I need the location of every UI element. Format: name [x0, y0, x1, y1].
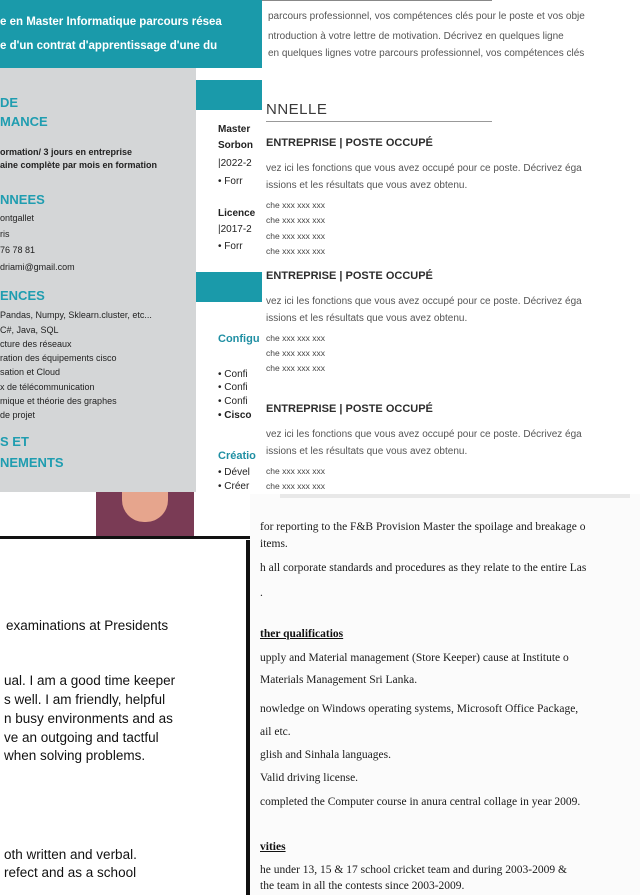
- cv-template-document: [262, 0, 640, 492]
- skill-line: ration des équipements cisco: [0, 353, 117, 363]
- section-rule: [266, 121, 492, 122]
- config-title: Configu: [218, 333, 260, 345]
- section-title-rythme-2: MANCE: [0, 114, 48, 129]
- contact-email: driami@gmail.com: [0, 262, 75, 272]
- skill-line: x de télécommunication: [0, 382, 95, 392]
- job-description: vez ici les fonctions que vous avez occupé pour ce poste. Décrivez éga: [266, 296, 582, 307]
- duty-line: items.: [260, 538, 288, 550]
- job-title: ENTREPRISE | POSTE OCCUPÉ: [266, 403, 433, 415]
- scan-artifact: [280, 494, 630, 498]
- job-description: issions et les résultats que vous avez obtenu.: [266, 180, 468, 191]
- creation-item: • Dével: [218, 467, 250, 478]
- formation-bullet: • Forr: [218, 241, 243, 252]
- job-description: issions et les résultats que vous avez obtenu.: [266, 446, 468, 457]
- formation-period: |2022-2: [218, 158, 252, 169]
- job-task: che xxx xxx xxx: [266, 333, 326, 343]
- job-description: vez ici les fonctions que vous avez occupé pour ce poste. Décrivez éga: [266, 429, 582, 440]
- skill-line: C#, Java, SQL: [0, 325, 59, 335]
- duty-line: for reporting to the F&B Provision Master the spoilage and breakage o: [260, 521, 586, 533]
- intro-line: ntroduction à votre lettre de motivation. Décrivez en quelques ligne: [268, 31, 564, 42]
- job-task: che xxx xxx xxx: [266, 200, 326, 210]
- qualification-line: ail etc.: [260, 726, 291, 738]
- rythme-line: ormation/ 3 jours en entreprise: [0, 147, 133, 157]
- profile-line: examinations at Presidents: [6, 618, 169, 633]
- cv-english-document: [0, 540, 246, 895]
- job-task: che xxx xxx xxx: [266, 246, 326, 256]
- job-title: ENTREPRISE | POSTE OCCUPÉ: [266, 137, 433, 149]
- skill-line: de projet: [0, 410, 36, 420]
- skill-line: sation et Cloud: [0, 367, 61, 377]
- intro-line: en quelques lignes votre parcours professionnel, vos compétences clés: [268, 48, 585, 59]
- job-task: che xxx xxx xxx: [266, 363, 326, 373]
- qualification-line: completed the Computer course in anura central collage in year 2009.: [260, 796, 581, 808]
- job-task: che xxx xxx xxx: [266, 215, 326, 225]
- formation-licence: Licence: [218, 208, 256, 219]
- contact-line: ris: [0, 229, 10, 239]
- job-description: issions et les résultats que vous avez obtenu.: [266, 313, 468, 324]
- profile-line: refect and as a school: [4, 865, 137, 880]
- profile-line: oth written and verbal.: [4, 847, 137, 862]
- section-title-interests-1: S ET: [0, 434, 29, 449]
- qualification-line: Valid driving license.: [260, 772, 359, 784]
- top-rule: [262, 0, 492, 1]
- section-title-experience: NNELLE: [266, 101, 328, 118]
- activity-line: he under 13, 15 & 17 school cricket team and during 2003-2009 &: [260, 864, 567, 876]
- cv-teal-document: [0, 0, 262, 492]
- formation-school: Sorbon: [218, 140, 253, 151]
- creation-title: Créatio: [218, 450, 256, 462]
- section-title-activities: vities: [260, 841, 286, 853]
- profile-line: when solving problems.: [4, 748, 146, 763]
- section-title-other-qualifications: ther qualificatios: [260, 628, 344, 640]
- job-task: che xxx xxx xxx: [266, 481, 326, 491]
- experience-title-bar: [196, 272, 262, 302]
- formation-title-bar: [196, 80, 262, 110]
- job-description: vez ici les fonctions que vous avez occupé pour ce poste. Décrivez éga: [266, 163, 582, 174]
- creation-item: • Créer: [218, 481, 250, 492]
- config-item: • Confi: [218, 396, 248, 407]
- activity-line: the team in all the contests since 2003-2009.: [260, 880, 465, 892]
- formation-period: |2017-2: [218, 224, 252, 235]
- duty-line: h all corporate standards and procedures as they relate to the entire Las: [260, 562, 587, 574]
- job-task: che xxx xxx xxx: [266, 348, 326, 358]
- rythme-line: aine complète par mois en formation: [0, 160, 158, 170]
- skill-line: mique et théorie des graphes: [0, 396, 117, 406]
- section-title-coordonnees: NNEES: [0, 192, 45, 207]
- formation-master: Master: [218, 124, 251, 135]
- config-item: • Cisco: [218, 410, 252, 421]
- job-title: ENTREPRISE | POSTE OCCUPÉ: [266, 270, 433, 282]
- cv-teal-header-line-2: e d'un contrat d'apprentissage d'une du: [0, 40, 218, 52]
- formation-bullet: • Forr: [218, 176, 243, 187]
- page-divider-horizontal: [0, 536, 250, 539]
- qualification-line: nowledge on Windows operating systems, Microsoft Office Package,: [260, 703, 579, 715]
- qualification-line: glish and Sinhala languages.: [260, 749, 391, 761]
- duty-line: .: [260, 587, 263, 599]
- job-task: che xxx xxx xxx: [266, 466, 326, 476]
- qualification-line: Materials Management Sri Lanka.: [260, 674, 418, 686]
- job-task: che xxx xxx xxx: [266, 231, 326, 241]
- qualification-line: upply and Material management (Store Keeper) cause at Institute o: [260, 652, 569, 664]
- cv-teal-header-line-1: e en Master Informatique parcours résea: [0, 16, 222, 28]
- config-item: • Confi: [218, 382, 248, 393]
- cv-scanned-document: [250, 494, 640, 895]
- intro-line: parcours professionnel, vos compétences clés pour le poste et vos obje: [268, 11, 585, 22]
- skill-line: Pandas, Numpy, Sklearn.cluster, etc...: [0, 310, 152, 320]
- contact-line: ontgallet: [0, 213, 35, 223]
- profile-line: n busy environments and as: [4, 711, 173, 726]
- contact-line: 76 78 81: [0, 245, 36, 255]
- profile-line: ve an outgoing and tactful: [4, 730, 159, 745]
- section-title-rythme-1: DE: [0, 95, 19, 110]
- profile-line: ual. I am a good time keeper: [4, 673, 176, 688]
- section-title-competences: ENCES: [0, 288, 45, 303]
- config-item: • Confi: [218, 369, 248, 380]
- section-title-interests-2: NEMENTS: [0, 455, 64, 470]
- profile-line: s well. I am friendly, helpful: [4, 692, 166, 707]
- skill-line: cture des réseaux: [0, 339, 72, 349]
- cv-teal-header-band: [0, 0, 262, 68]
